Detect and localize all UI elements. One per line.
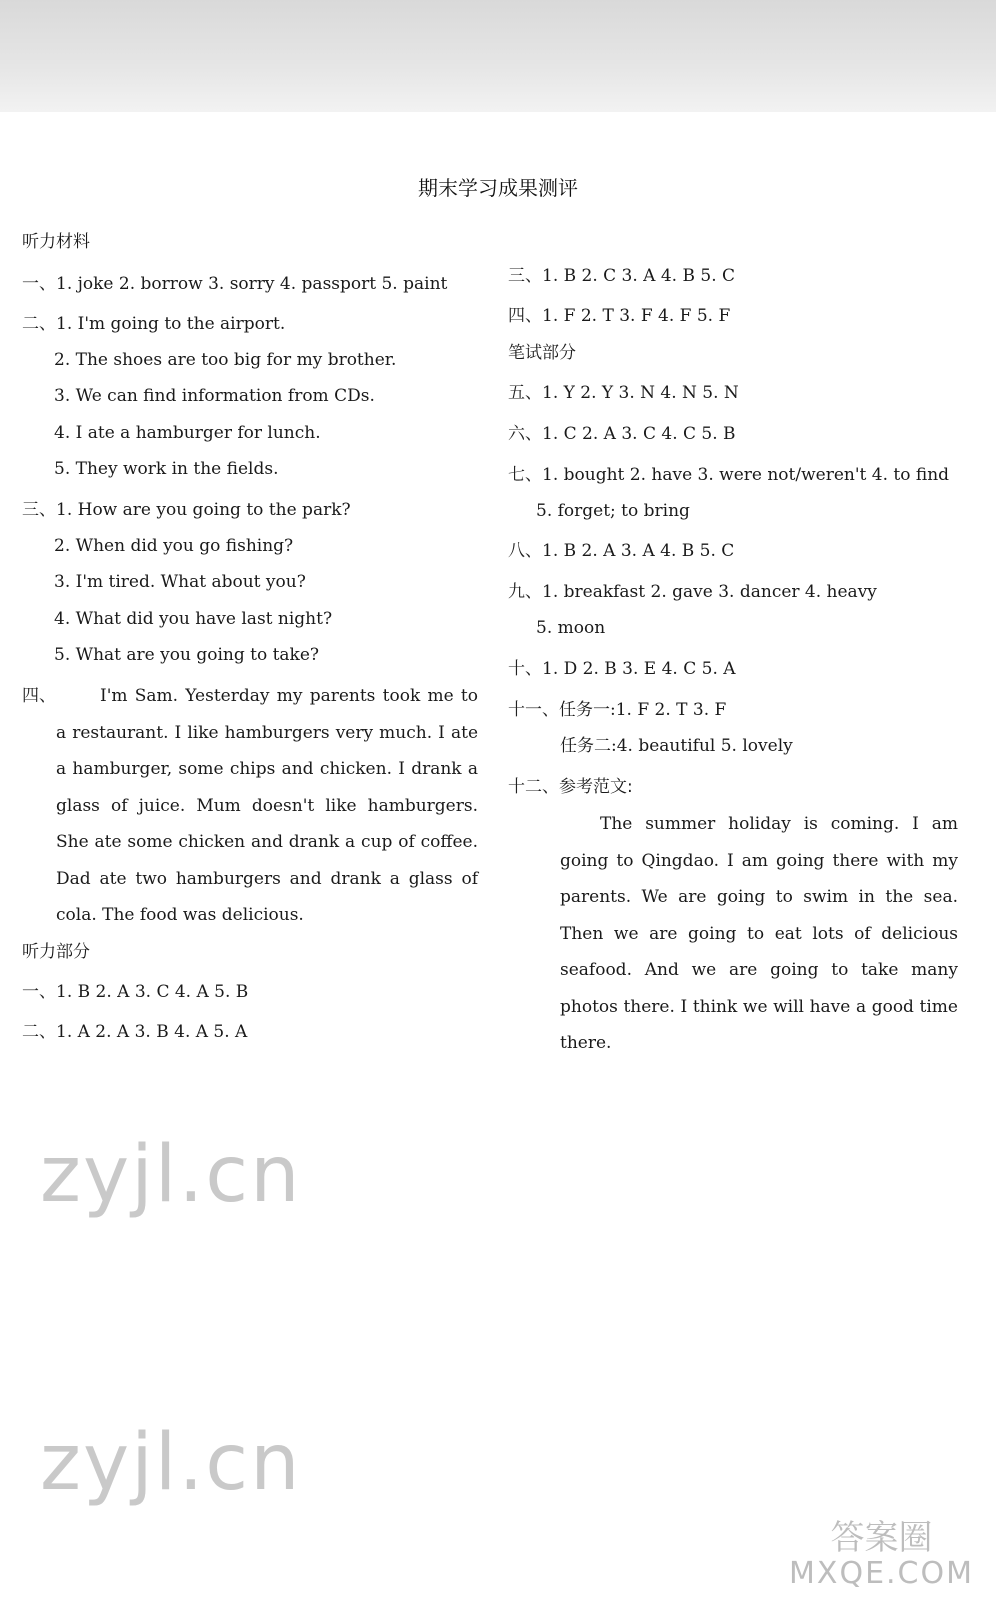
section-number: 八、 [508,541,542,561]
section-number: 十一、 [508,700,559,720]
stamp-top-text: 答案圈 [830,1517,933,1558]
section-number: 六、 [508,424,542,444]
list-item: 2. When did you go fishing? [54,536,294,556]
answer-text: 1. A 2. A 3. B 4. A 5. A [56,1022,248,1042]
section-number: 一、 [22,274,56,294]
section-number: 三、 [22,500,56,520]
watermark-text: zyjl.cn [40,1130,302,1220]
answer-text: 1. B 2. A 3. C 4. A 5. B [56,982,249,1002]
answer-text: 1. B 2. A 3. A 4. B 5. C [542,541,735,561]
list-item: 3. We can find information from CDs. [54,386,375,406]
list-item: 4. What did you have last night? [54,609,333,629]
section-number: 七、 [508,465,542,485]
section-number-label: 四、 [22,686,56,706]
answer-text: 1. Y 2. Y 3. N 4. N 5. N [542,383,739,403]
header-band [0,0,996,112]
model-essay: The summer holiday is coming. I am going to Qingdao. I am going there with my parents. We are going to swim in the sea. Then we are going to eat lots of delicious seafood. And we are going to take many photos there. I think we will have a good time there. [560,814,958,1053]
section-number: 二、 [22,314,56,334]
model-essay-heading: 参考范文: [559,777,633,797]
answer-row [22,1022,247,1042]
section-number: 一、 [22,982,56,1002]
answer-row [508,266,735,286]
answer-row [508,383,739,403]
section-number: 二、 [22,1022,56,1042]
list-item: 2. The shoes are too big for my brother. [54,350,397,370]
answer-row [508,541,734,561]
answer-text: 1. F 2. T 3. F 4. F 5. F [542,306,731,326]
answer-row [508,465,949,485]
list-item: 5. They work in the fields. [54,459,279,479]
answer-text: 1. joke 2. borrow 3. sorry 4. passport 5. paint [56,274,448,294]
page-title: 期末学习成果测评 [418,176,578,200]
listening-part-heading: 听力部分 [22,942,90,962]
section-number: 十二、 [508,777,559,797]
answer-row [22,274,447,294]
written-part-heading: 笔试部分 [508,343,576,363]
answer-text: 5. moon [536,618,606,638]
answer-row [508,777,633,797]
answer-row [508,424,736,444]
answer-text: 5. forget; to bring [536,501,690,521]
answer-text: 1. D 2. B 3. E 4. C 5. A [542,659,736,679]
answer-row [22,500,351,520]
answer-text: 1. breakfast 2. gave 3. dancer 4. heavy [542,582,877,602]
answer-row [508,700,726,720]
listening-passage: I'm Sam. Yesterday my parents took me to a restaurant. I like hamburgers very much. I ate a hamburger, some chips and chicken. I drank a glass of juice. Mum doesn't like hamburgers. She ate some chicken and drank a cup of coffee. Dad ate two hamburgers and drank a glass of cola. The food was delicious. [56,686,478,925]
site-stamp [789,1517,974,1591]
list-item: 4. I ate a hamburger for lunch. [54,423,321,443]
list-item: 1. How are you going to the park? [56,500,351,520]
stamp-bottom-text: MXQE.COM [789,1556,974,1591]
answer-row [22,314,285,334]
answer-text: 1. bought 2. have 3. were not/weren't 4. to find [542,465,950,485]
list-item: 3. I'm tired. What about you? [54,572,306,592]
section-number: 十、 [508,659,542,679]
section-number [22,686,56,706]
section-number: 九、 [508,582,542,602]
list-item: 5. What are you going to take? [54,645,320,665]
answer-text: 1. C 2. A 3. C 4. C 5. B [542,424,736,444]
section-number: 五、 [508,383,542,403]
answer-text: 1. B 2. C 3. A 4. B 5. C [542,266,736,286]
answer-text: 任务一:1. F 2. T 3. F [559,700,727,720]
answer-row [508,659,736,679]
answer-row [508,582,877,602]
section-number: 三、 [508,266,542,286]
list-item: 1. I'm going to the airport. [56,314,286,334]
listening-material-heading: 听力材料 [22,232,90,252]
answer-row [508,306,730,326]
section-number: 四、 [508,306,542,326]
watermark-text: zyjl.cn [40,1418,302,1508]
answer-row [22,982,248,1002]
answer-text: 任务二:4. beautiful 5. lovely [560,736,793,756]
